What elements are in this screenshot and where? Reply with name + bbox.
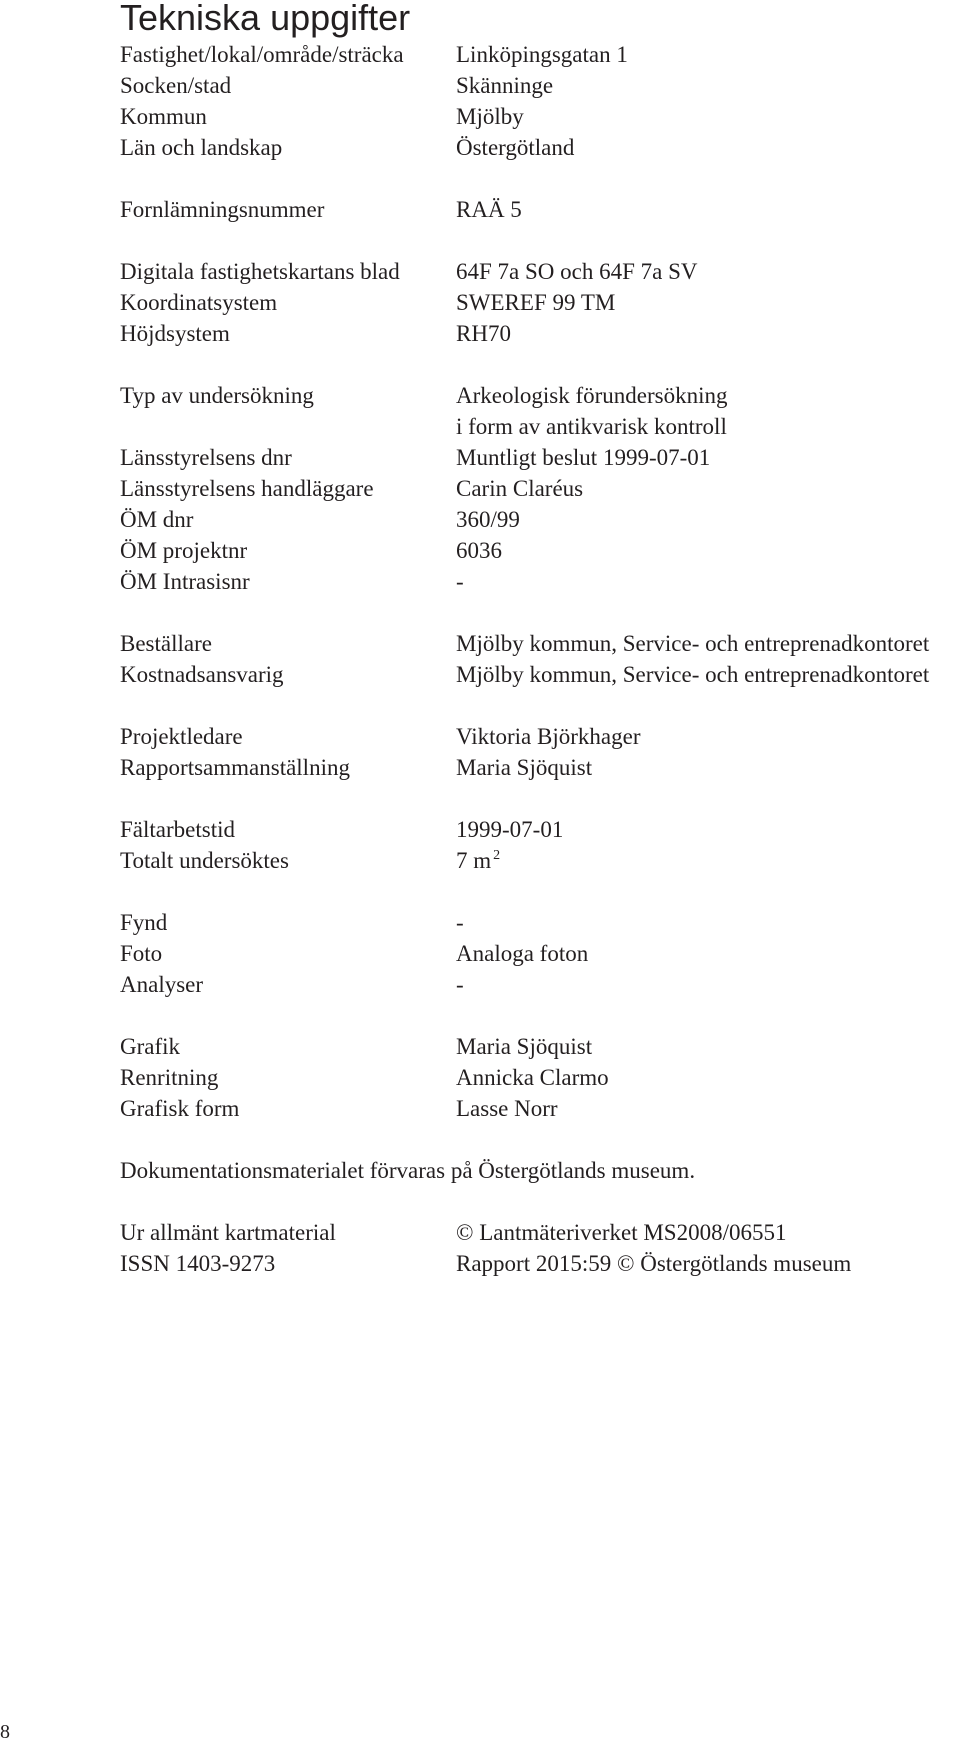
- detail-row: [120, 1031, 950, 1062]
- detail-row: [120, 969, 950, 1000]
- detail-value: [456, 814, 563, 845]
- detail-label: Kommun: [120, 104, 207, 129]
- detail-value: [456, 287, 615, 318]
- detail-value: [456, 39, 628, 70]
- detail-value-text: 360/99: [456, 507, 520, 532]
- detail-value-text: Skänninge: [456, 73, 554, 98]
- detail-value-text: Maria Sjöquist: [456, 1034, 593, 1059]
- detail-value: [456, 1031, 592, 1062]
- detail-value: [456, 256, 698, 287]
- detail-label: Fynd: [120, 910, 168, 935]
- group-maps: [120, 256, 950, 349]
- detail-value: [456, 1062, 609, 1093]
- detail-row: [120, 442, 950, 473]
- detail-value-text: -: [456, 569, 464, 594]
- detail-value-text: -: [456, 910, 464, 935]
- detail-value-text: Carin Claréus: [456, 476, 584, 501]
- detail-label: Renritning: [120, 1065, 219, 1090]
- detail-value-text: Arkeologisk förundersökning: [456, 383, 728, 408]
- detail-row: [120, 39, 950, 70]
- detail-label: Projektledare: [120, 724, 243, 749]
- detail-value: [456, 659, 929, 690]
- detail-label: Ur allmänt kartmaterial: [120, 1220, 336, 1245]
- detail-value-text: SWEREF 99 TM: [456, 290, 616, 315]
- detail-row: [120, 473, 950, 504]
- detail-value: [456, 752, 592, 783]
- detail-value-text: Muntligt beslut 1999-07-01: [456, 445, 711, 470]
- detail-value-text: Lasse Norr: [456, 1096, 558, 1121]
- detail-label: Analyser: [120, 972, 204, 997]
- detail-row: [120, 504, 950, 535]
- detail-label: Beställare: [120, 631, 212, 656]
- detail-row: [120, 845, 950, 876]
- detail-label: Fornlämningsnummer: [120, 197, 325, 222]
- detail-value-text: Analoga foton: [456, 941, 589, 966]
- detail-label: Grafisk form: [120, 1096, 240, 1121]
- detail-row: [120, 907, 950, 938]
- detail-row: [120, 1217, 950, 1248]
- detail-value: [456, 101, 524, 132]
- detail-value: [456, 380, 728, 411]
- detail-row: [120, 535, 950, 566]
- detail-label: ÖM Intrasisnr: [120, 569, 250, 594]
- detail-value-text: Mjölby: [456, 104, 524, 129]
- detail-label: Socken/stad: [120, 73, 232, 98]
- detail-value: [456, 969, 464, 1000]
- detail-value: [456, 938, 588, 969]
- detail-value: [456, 132, 574, 163]
- detail-row: [120, 101, 950, 132]
- detail-label: Fastighet/lokal/område/sträcka: [120, 42, 404, 67]
- detail-label: Höjdsystem: [120, 321, 230, 346]
- detail-row: [120, 1093, 950, 1124]
- detail-value-text: 6036: [456, 538, 502, 563]
- detail-label: Länsstyrelsens handläggare: [120, 476, 374, 501]
- detail-label: Grafik: [120, 1034, 181, 1059]
- detail-value: [456, 504, 520, 535]
- detail-value-text: RH70: [456, 321, 511, 346]
- detail-value: [456, 442, 710, 473]
- detail-value-text: Rapport 2015:59 © Östergötlands museum: [456, 1251, 852, 1276]
- credits-block: [120, 1217, 950, 1279]
- page-number: 8: [0, 1721, 10, 1743]
- detail-row: [120, 132, 950, 163]
- detail-value: [456, 70, 553, 101]
- detail-row: [120, 70, 950, 101]
- detail-value-text: © Lantmäteriverket MS2008/06551: [456, 1220, 787, 1245]
- detail-label: Koordinatsystem: [120, 290, 278, 315]
- detail-value-text: Maria Sjöquist: [456, 755, 593, 780]
- detail-label: Kostnadsansvarig: [120, 662, 284, 687]
- detail-value: [456, 535, 502, 566]
- detail-row: [120, 1062, 950, 1093]
- detail-value-text: 1999-07-01: [456, 817, 564, 842]
- detail-row-continuation: [120, 411, 950, 442]
- detail-value-text: Mjölby kommun, Service- och entreprenadkontoret: [456, 631, 930, 656]
- detail-value: [456, 1217, 786, 1248]
- detail-value-text: Mjölby kommun, Service- och entreprenadkontoret: [456, 662, 930, 687]
- detail-value-text: Viktoria Björkhager: [456, 724, 641, 749]
- detail-label: Fältarbetstid: [120, 817, 235, 842]
- detail-label: Digitala fastighetskartans blad: [120, 259, 400, 284]
- group-staff: [120, 721, 950, 783]
- group-graphics: [120, 1031, 950, 1124]
- detail-row: [120, 814, 950, 845]
- detail-value-text: 64F 7a SO och 64F 7a SV: [456, 259, 698, 284]
- group-investigation: [120, 380, 950, 597]
- group-ancient-monument: [120, 194, 950, 225]
- detail-value: [456, 628, 929, 659]
- detail-value-text: RAÄ 5: [456, 197, 522, 222]
- detail-value-continuation: i form av antikvarisk kontroll: [456, 414, 727, 439]
- detail-value-text: Annicka Clarmo: [456, 1065, 609, 1090]
- detail-label: Totalt undersöktes: [120, 848, 289, 873]
- detail-row: [120, 938, 950, 969]
- detail-value: [456, 318, 511, 349]
- detail-value: [456, 566, 464, 597]
- detail-row: [120, 318, 950, 349]
- detail-value: [456, 1093, 558, 1124]
- details-groups: [120, 39, 950, 1124]
- detail-row: [120, 287, 950, 318]
- detail-row: [120, 752, 950, 783]
- group-finds: [120, 907, 950, 1000]
- detail-value: [456, 194, 522, 225]
- detail-row: [120, 194, 950, 225]
- group-fieldwork: [120, 814, 950, 876]
- detail-row: [120, 721, 950, 752]
- group-client: [120, 628, 950, 690]
- technical-details: [120, 39, 950, 1279]
- detail-row: [120, 659, 950, 690]
- detail-value: [456, 473, 583, 504]
- detail-label: ÖM projektnr: [120, 538, 248, 563]
- page-title: Tekniska uppgifter: [120, 0, 411, 38]
- unit-superscript: 2: [493, 848, 501, 863]
- detail-value: [456, 907, 464, 938]
- detail-value: [456, 845, 500, 876]
- detail-value-text: 7 m: [456, 848, 492, 873]
- detail-row: [120, 1248, 950, 1279]
- documentation-note: Dokumentationsmaterialet förvaras på Östergötlands museum.: [120, 1158, 696, 1183]
- detail-label: ISSN 1403-9273: [120, 1251, 276, 1276]
- detail-label: Foto: [120, 941, 163, 966]
- detail-row: [120, 256, 950, 287]
- documentation-note-block: [120, 1155, 950, 1186]
- group-location: [120, 39, 950, 163]
- detail-label: Län och landskap: [120, 135, 283, 160]
- detail-row: [120, 380, 950, 411]
- detail-value-text: Östergötland: [456, 135, 575, 160]
- detail-value-text: Linköpingsgatan 1: [456, 42, 628, 67]
- detail-value: [456, 721, 640, 752]
- detail-value-text: -: [456, 972, 464, 997]
- detail-row: [120, 628, 950, 659]
- detail-label: Rapportsammanställning: [120, 755, 350, 780]
- detail-row: [120, 566, 950, 597]
- detail-label: ÖM dnr: [120, 507, 194, 532]
- detail-label: Typ av undersökning: [120, 383, 314, 408]
- detail-label: Länsstyrelsens dnr: [120, 445, 292, 470]
- detail-value: [456, 1248, 851, 1279]
